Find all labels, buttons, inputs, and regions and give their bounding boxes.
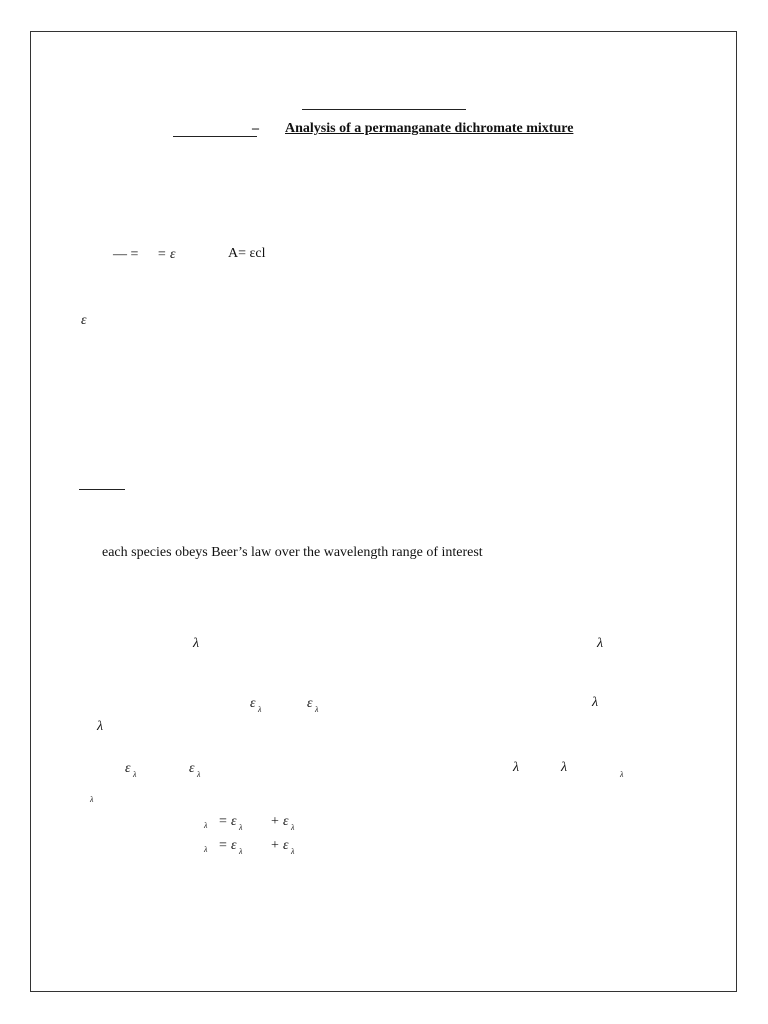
plus-sign: + <box>271 838 279 853</box>
lambda-subscript: λ <box>620 770 624 779</box>
lambda-symbol: λ <box>592 695 599 710</box>
page-title: Analysis of a permanganate dichromate mixture <box>285 121 574 136</box>
equals-sign: = <box>219 814 227 829</box>
lambda-subscript: λ <box>133 770 137 779</box>
section-rule <box>79 489 125 490</box>
lambda-subscript: λ <box>204 821 208 830</box>
lambda-subscript: λ <box>315 705 319 714</box>
beer-law-equation: A= εcl <box>228 246 266 261</box>
epsilon-symbol: ε <box>283 814 289 829</box>
header-rule <box>302 109 466 110</box>
lambda-subscript: λ <box>291 823 295 832</box>
lambda-subscript: λ <box>239 847 243 856</box>
lambda-symbol: λ <box>97 719 104 734</box>
equation-fragment-a: — = <box>113 247 139 262</box>
lambda-subscript: λ <box>197 770 201 779</box>
lambda-subscript: λ <box>239 823 243 832</box>
lambda-subscript: λ <box>90 795 94 804</box>
epsilon-symbol: ε <box>231 838 237 853</box>
title-blank-underline <box>173 136 257 137</box>
equation-fragment-b: = ε <box>157 247 176 262</box>
lambda-subscript: λ <box>258 705 262 714</box>
title-dash: – <box>252 121 259 136</box>
epsilon-symbol: ε <box>283 838 289 853</box>
epsilon-symbol: ε <box>231 814 237 829</box>
assumption-text: each species obeys Beer’s law over the wavelength range of interest <box>102 545 483 560</box>
page-border <box>30 31 737 992</box>
lambda-symbol: λ <box>513 760 520 775</box>
epsilon-symbol: ε <box>189 761 195 776</box>
epsilon-symbol: ε <box>307 696 313 711</box>
epsilon-label: ε <box>81 313 87 328</box>
epsilon-symbol: ε <box>125 761 131 776</box>
lambda-subscript: λ <box>204 845 208 854</box>
plus-sign: + <box>271 814 279 829</box>
lambda-symbol: λ <box>193 636 200 651</box>
lambda-symbol: λ <box>561 760 568 775</box>
epsilon-symbol: ε <box>250 696 256 711</box>
lambda-symbol: λ <box>597 636 604 651</box>
equals-sign: = <box>219 838 227 853</box>
lambda-subscript: λ <box>291 847 295 856</box>
